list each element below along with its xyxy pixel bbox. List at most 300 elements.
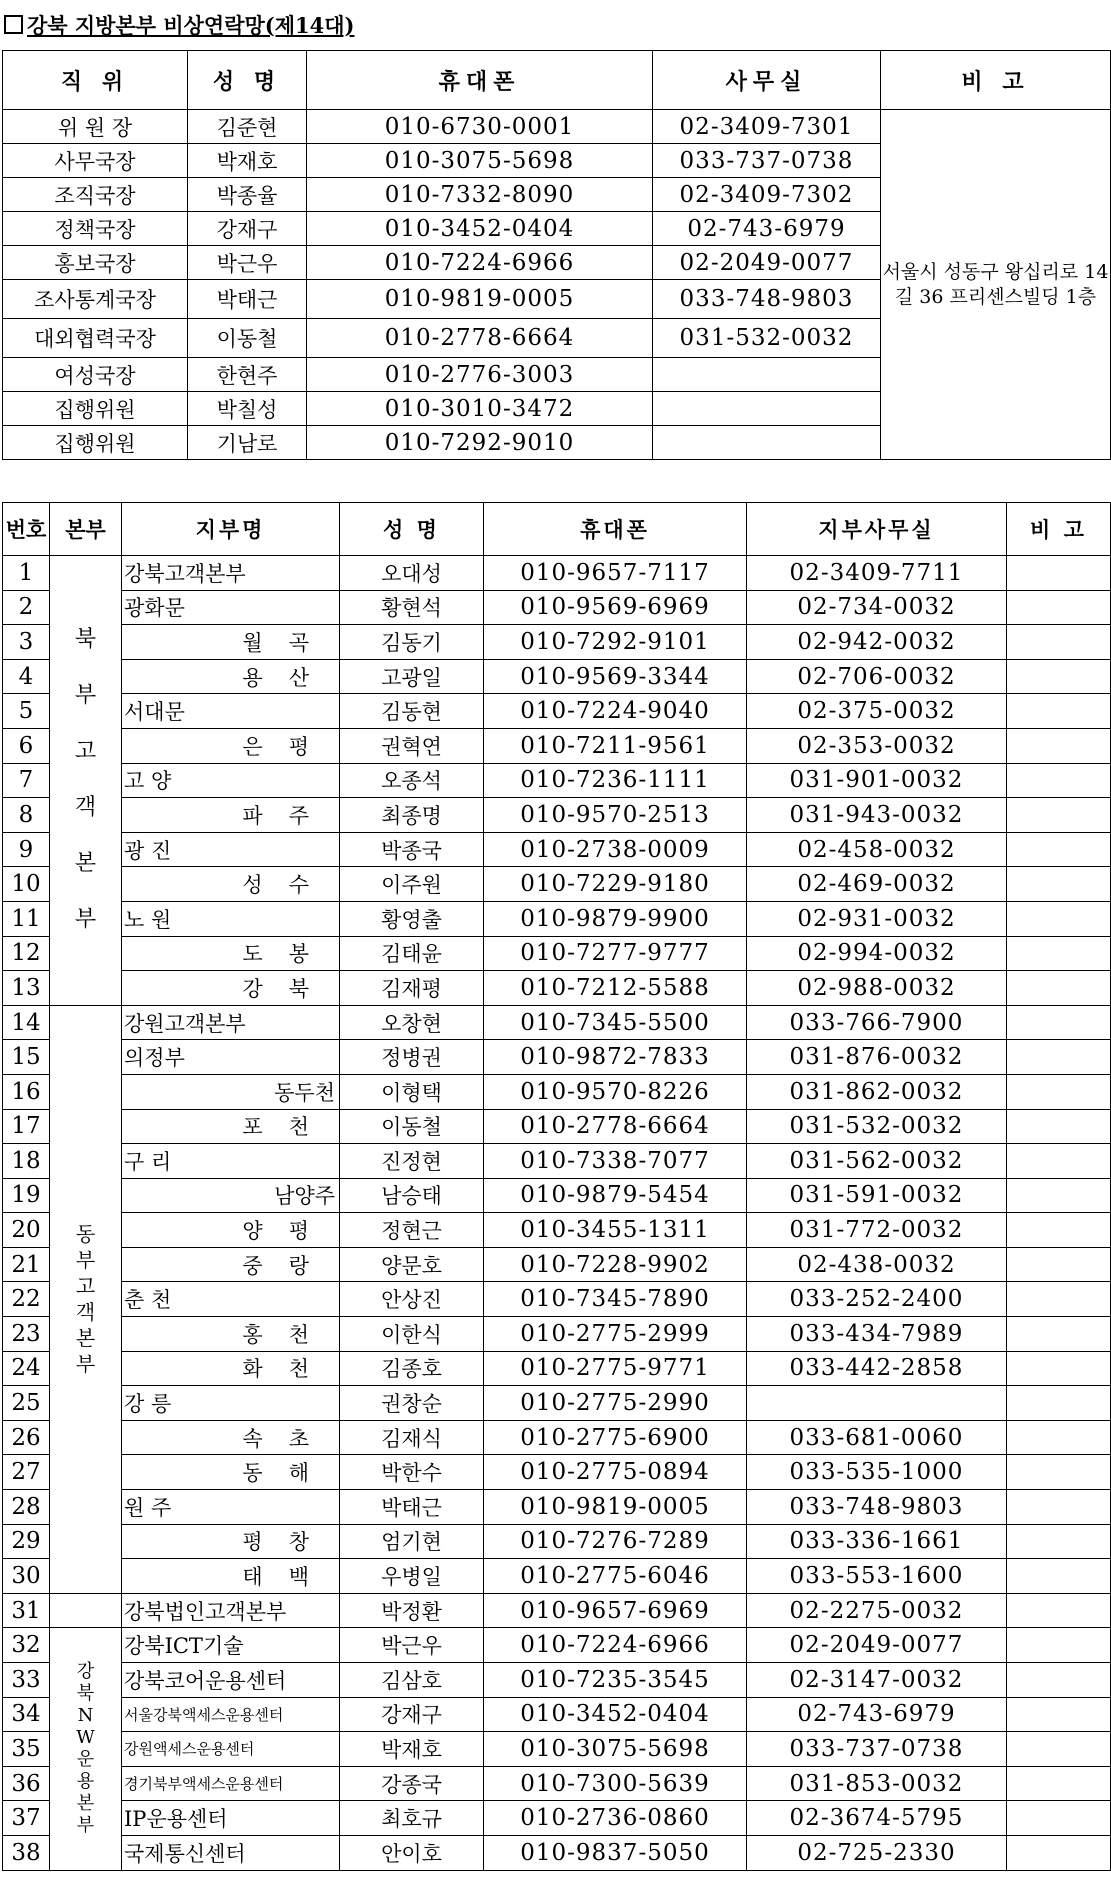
note-cell — [1007, 1178, 1111, 1213]
name-cell: 김삼호 — [340, 1663, 484, 1698]
page-title-text: 강북 지방본부 비상연락망(제14대) — [27, 13, 355, 38]
number-cell: 14 — [3, 1005, 50, 1040]
mobile-cell: 010-7211-9561 — [484, 728, 747, 763]
table-row — [3, 556, 1111, 591]
branch-name-cell: 중랑 — [122, 1247, 340, 1282]
branch-name-cell: 경기북부액세스운용센터 — [122, 1766, 340, 1801]
table-row — [3, 1420, 1111, 1455]
name-cell: 김동기 — [340, 625, 484, 660]
table-row — [3, 728, 1111, 763]
branch-name-cell: 춘 천 — [122, 1282, 340, 1317]
branch-office-cell — [747, 1386, 1007, 1421]
name-cell: 오대성 — [340, 556, 484, 591]
number-cell: 22 — [3, 1282, 50, 1317]
note-cell — [1007, 1040, 1111, 1075]
number-cell: 38 — [3, 1835, 50, 1870]
table-row — [3, 1697, 1111, 1732]
note-cell — [1007, 1593, 1111, 1628]
note-cell — [1007, 1005, 1111, 1040]
mobile-cell: 010-7292-9010 — [307, 426, 653, 460]
number-cell: 5 — [3, 694, 50, 729]
branch-office-cell: 02-725-2330 — [747, 1835, 1007, 1870]
mobile-cell: 010-2775-0894 — [484, 1455, 747, 1490]
name-cell: 김동현 — [340, 694, 484, 729]
branch-name-cell: 강북코어운용센터 — [122, 1663, 340, 1698]
table-row — [3, 110, 1111, 144]
header-position: 직 위 — [3, 51, 188, 110]
branch-name-cell: 의정부 — [122, 1040, 340, 1075]
mobile-cell: 010-2775-2990 — [484, 1386, 747, 1421]
table-row — [3, 1247, 1111, 1282]
note-cell — [1007, 1317, 1111, 1352]
mobile-cell: 010-7235-3545 — [484, 1663, 747, 1698]
table-row — [3, 867, 1111, 902]
hq-cell-empty — [50, 1593, 122, 1628]
office-cell: 02-2049-0077 — [653, 246, 881, 280]
mobile-cell: 010-3075-5698 — [307, 144, 653, 178]
number-cell: 13 — [3, 971, 50, 1006]
number-cell: 30 — [3, 1559, 50, 1594]
branch-office-cell: 031-772-0032 — [747, 1213, 1007, 1248]
mobile-cell: 010-7276-7289 — [484, 1524, 747, 1559]
header-mobile: 휴대폰 — [307, 51, 653, 110]
branch-office-cell: 033-336-1661 — [747, 1524, 1007, 1559]
name-cell: 박근우 — [188, 246, 307, 280]
branch-name-cell: 파주 — [122, 798, 340, 833]
table-row — [3, 1144, 1111, 1179]
mobile-cell: 010-2775-2999 — [484, 1317, 747, 1352]
hq-cell: 강 북 N W 운 용 본 부 — [50, 1628, 122, 1870]
number-cell: 21 — [3, 1247, 50, 1282]
branch-name-cell: 서울강북액세스운용센터 — [122, 1697, 340, 1732]
number-cell: 11 — [3, 901, 50, 936]
branch-office-cell: 033-535-1000 — [747, 1455, 1007, 1490]
mobile-cell: 010-3010-3472 — [307, 392, 653, 426]
name-cell: 박재호 — [340, 1732, 484, 1767]
name-cell: 박정환 — [340, 1593, 484, 1628]
table-row — [3, 1559, 1111, 1594]
number-cell: 31 — [3, 1593, 50, 1628]
mobile-cell: 010-9879-9900 — [484, 901, 747, 936]
table-row — [3, 1524, 1111, 1559]
header-branch-office: 지부사무실 — [747, 503, 1007, 556]
branch-office-cell: 02-743-6979 — [747, 1697, 1007, 1732]
table-row — [3, 1074, 1111, 1109]
branch-office-cell: 033-681-0060 — [747, 1420, 1007, 1455]
branch-office-cell: 033-748-9803 — [747, 1490, 1007, 1525]
note-cell — [1007, 1213, 1111, 1248]
branch-name-cell: 성수 — [122, 867, 340, 902]
office-cell: 02-743-6979 — [653, 212, 881, 246]
branch-office-cell: 02-3409-7711 — [747, 556, 1007, 591]
header-note: 비 고 — [881, 51, 1111, 110]
position-cell: 대외협력국장 — [3, 319, 188, 358]
branch-office-cell: 02-458-0032 — [747, 832, 1007, 867]
table-row — [3, 1766, 1111, 1801]
name-cell: 박태근 — [340, 1490, 484, 1525]
branch-office-cell: 02-3147-0032 — [747, 1663, 1007, 1698]
branch-name-cell: 동두천 — [122, 1074, 340, 1109]
note-cell — [1007, 1524, 1111, 1559]
name-cell: 권창순 — [340, 1386, 484, 1421]
address-note-cell: 서울시 성동구 왕십리로 14길 36 프리센스빌딩 1층 — [881, 110, 1111, 460]
header-hq: 본부 — [50, 503, 122, 556]
note-cell — [1007, 1144, 1111, 1179]
branch-office-cell: 031-862-0032 — [747, 1074, 1007, 1109]
branch-contact-table — [2, 502, 1111, 1871]
mobile-cell: 010-9570-2513 — [484, 798, 747, 833]
name-cell: 안상진 — [340, 1282, 484, 1317]
mobile-cell: 010-2738-0009 — [484, 832, 747, 867]
number-cell: 36 — [3, 1766, 50, 1801]
branch-name-cell: 강원고객본부 — [122, 1005, 340, 1040]
name-cell: 이동철 — [340, 1109, 484, 1144]
name-cell: 김종호 — [340, 1351, 484, 1386]
table-row — [3, 590, 1111, 625]
office-cell: 02-3409-7302 — [653, 178, 881, 212]
number-cell: 17 — [3, 1109, 50, 1144]
header-name: 성 명 — [188, 51, 307, 110]
mobile-cell: 010-7236-1111 — [484, 763, 747, 798]
table-row — [3, 971, 1111, 1006]
branch-office-cell: 02-706-0032 — [747, 659, 1007, 694]
name-cell: 강재구 — [340, 1697, 484, 1732]
mobile-cell: 010-7345-5500 — [484, 1005, 747, 1040]
note-cell — [1007, 1386, 1111, 1421]
mobile-cell: 010-3075-5698 — [484, 1732, 747, 1767]
table-row — [3, 1317, 1111, 1352]
office-cell — [653, 358, 881, 392]
name-cell: 이형택 — [340, 1074, 484, 1109]
table-row — [3, 1040, 1111, 1075]
note-cell — [1007, 1697, 1111, 1732]
header-branch: 지부명 — [122, 503, 340, 556]
name-cell: 박재호 — [188, 144, 307, 178]
branch-office-cell: 02-734-0032 — [747, 590, 1007, 625]
note-cell — [1007, 1663, 1111, 1698]
office-cell — [653, 392, 881, 426]
office-cell: 031-532-0032 — [653, 319, 881, 358]
mobile-cell: 010-7212-5588 — [484, 971, 747, 1006]
branch-office-cell: 031-562-0032 — [747, 1144, 1007, 1179]
table-row — [3, 1213, 1111, 1248]
number-cell: 15 — [3, 1040, 50, 1075]
office-cell: 033-748-9803 — [653, 280, 881, 319]
position-cell: 사무국장 — [3, 144, 188, 178]
branch-name-cell: 강북고객본부 — [122, 556, 340, 591]
position-cell: 집행위원 — [3, 426, 188, 460]
name-cell: 오창현 — [340, 1005, 484, 1040]
header-office: 사무실 — [653, 51, 881, 110]
note-cell — [1007, 936, 1111, 971]
note-cell — [1007, 1766, 1111, 1801]
note-cell — [1007, 901, 1111, 936]
note-cell — [1007, 1351, 1111, 1386]
branch-name-cell: IP운용센터 — [122, 1801, 340, 1836]
mobile-cell: 010-7338-7077 — [484, 1144, 747, 1179]
header-note: 비 고 — [1007, 503, 1111, 556]
mobile-cell: 010-9569-3344 — [484, 659, 747, 694]
name-cell: 최종명 — [340, 798, 484, 833]
branch-office-cell: 031-943-0032 — [747, 798, 1007, 833]
note-cell — [1007, 694, 1111, 729]
position-cell: 위 원 장 — [3, 110, 188, 144]
note-cell — [1007, 1559, 1111, 1594]
name-cell: 남승태 — [340, 1178, 484, 1213]
branch-name-cell: 강북 — [122, 971, 340, 1006]
number-cell: 16 — [3, 1074, 50, 1109]
note-cell — [1007, 625, 1111, 660]
branch-name-cell: 노 원 — [122, 901, 340, 936]
note-cell — [1007, 1420, 1111, 1455]
branch-name-cell: 평창 — [122, 1524, 340, 1559]
mobile-cell: 010-7229-9180 — [484, 867, 747, 902]
name-cell: 안이호 — [340, 1835, 484, 1870]
branch-office-cell: 031-591-0032 — [747, 1178, 1007, 1213]
branch-office-cell: 033-553-1600 — [747, 1559, 1007, 1594]
branch-name-cell: 서대문 — [122, 694, 340, 729]
number-cell: 9 — [3, 832, 50, 867]
branch-office-cell: 02-353-0032 — [747, 728, 1007, 763]
branch-name-cell: 속초 — [122, 1420, 340, 1455]
number-cell: 1 — [3, 556, 50, 591]
number-cell: 3 — [3, 625, 50, 660]
mobile-cell: 010-9569-6969 — [484, 590, 747, 625]
mobile-cell: 010-2775-9771 — [484, 1351, 747, 1386]
mobile-cell: 010-2778-6664 — [307, 319, 653, 358]
name-cell: 강재구 — [188, 212, 307, 246]
note-cell — [1007, 1074, 1111, 1109]
note-cell — [1007, 763, 1111, 798]
name-cell: 이동철 — [188, 319, 307, 358]
header-name: 성 명 — [340, 503, 484, 556]
name-cell: 김태윤 — [340, 936, 484, 971]
branch-name-cell: 구 리 — [122, 1144, 340, 1179]
branch-office-cell: 02-438-0032 — [747, 1247, 1007, 1282]
table-row — [3, 1282, 1111, 1317]
table-row — [3, 936, 1111, 971]
number-cell: 12 — [3, 936, 50, 971]
branch-name-cell: 강북법인고객본부 — [122, 1593, 340, 1628]
name-cell: 양문호 — [340, 1247, 484, 1282]
branch-office-cell: 031-532-0032 — [747, 1109, 1007, 1144]
note-cell — [1007, 832, 1111, 867]
table-row — [3, 1663, 1111, 1698]
branch-name-cell: 강북ICT기술 — [122, 1628, 340, 1663]
number-cell: 34 — [3, 1697, 50, 1732]
mobile-cell: 010-2778-6664 — [484, 1109, 747, 1144]
page-title — [4, 10, 354, 40]
number-cell: 37 — [3, 1801, 50, 1836]
table-row — [3, 659, 1111, 694]
mobile-cell: 010-7224-9040 — [484, 694, 747, 729]
office-cell — [653, 426, 881, 460]
number-cell: 23 — [3, 1317, 50, 1352]
name-cell: 황현석 — [340, 590, 484, 625]
name-cell: 고광일 — [340, 659, 484, 694]
mobile-cell: 010-6730-0001 — [307, 110, 653, 144]
branch-office-cell: 031-901-0032 — [747, 763, 1007, 798]
name-cell: 강종국 — [340, 1766, 484, 1801]
mobile-cell: 010-9872-7833 — [484, 1040, 747, 1075]
name-cell: 박한수 — [340, 1455, 484, 1490]
note-cell — [1007, 1455, 1111, 1490]
mobile-cell: 010-3455-1311 — [484, 1213, 747, 1248]
branch-office-cell: 02-375-0032 — [747, 694, 1007, 729]
note-cell — [1007, 1732, 1111, 1767]
number-cell: 8 — [3, 798, 50, 833]
mobile-cell: 010-9570-8226 — [484, 1074, 747, 1109]
number-cell: 27 — [3, 1455, 50, 1490]
mobile-cell: 010-9837-5050 — [484, 1835, 747, 1870]
branch-office-cell: 02-942-0032 — [747, 625, 1007, 660]
number-cell: 4 — [3, 659, 50, 694]
note-cell — [1007, 1490, 1111, 1525]
branch-name-cell: 강 릉 — [122, 1386, 340, 1421]
branch-office-cell: 033-434-7989 — [747, 1317, 1007, 1352]
mobile-cell: 010-2736-0860 — [484, 1801, 747, 1836]
number-cell: 19 — [3, 1178, 50, 1213]
mobile-cell: 010-7228-9902 — [484, 1247, 747, 1282]
name-cell: 박근우 — [340, 1628, 484, 1663]
executive-contact-table — [2, 50, 1111, 460]
mobile-cell: 010-7300-5639 — [484, 1766, 747, 1801]
branch-name-cell: 홍천 — [122, 1317, 340, 1352]
number-cell: 7 — [3, 763, 50, 798]
branch-name-cell: 은평 — [122, 728, 340, 763]
mobile-cell: 010-9879-5454 — [484, 1178, 747, 1213]
branch-name-cell: 원 주 — [122, 1490, 340, 1525]
table-row — [3, 1178, 1111, 1213]
branch-office-cell: 033-252-2400 — [747, 1282, 1007, 1317]
note-cell — [1007, 556, 1111, 591]
name-cell: 이한식 — [340, 1317, 484, 1352]
table-row — [3, 1455, 1111, 1490]
name-cell: 박칠성 — [188, 392, 307, 426]
table-row — [3, 798, 1111, 833]
branch-name-cell: 광 진 — [122, 832, 340, 867]
branch-name-cell: 강원액세스운용센터 — [122, 1732, 340, 1767]
mobile-cell: 010-9819-0005 — [307, 280, 653, 319]
name-cell: 우병일 — [340, 1559, 484, 1594]
name-cell: 기남로 — [188, 426, 307, 460]
branch-office-cell: 033-766-7900 — [747, 1005, 1007, 1040]
name-cell: 박종율 — [188, 178, 307, 212]
note-cell — [1007, 1628, 1111, 1663]
mobile-cell: 010-2775-6900 — [484, 1420, 747, 1455]
number-cell: 32 — [3, 1628, 50, 1663]
name-cell: 최호규 — [340, 1801, 484, 1836]
position-cell: 홍보국장 — [3, 246, 188, 280]
mobile-cell: 010-7345-7890 — [484, 1282, 747, 1317]
branch-office-cell: 02-3674-5795 — [747, 1801, 1007, 1836]
table-row — [3, 694, 1111, 729]
name-cell: 김재평 — [340, 971, 484, 1006]
table-row — [3, 1005, 1111, 1040]
note-cell — [1007, 1109, 1111, 1144]
table-row — [3, 1109, 1111, 1144]
mobile-cell: 010-2776-3003 — [307, 358, 653, 392]
note-cell — [1007, 659, 1111, 694]
note-cell — [1007, 1835, 1111, 1870]
mobile-cell: 010-7277-9777 — [484, 936, 747, 971]
mobile-cell: 010-7224-6966 — [484, 1628, 747, 1663]
position-cell: 집행위원 — [3, 392, 188, 426]
number-cell: 29 — [3, 1524, 50, 1559]
number-cell: 2 — [3, 590, 50, 625]
position-cell: 정책국장 — [3, 212, 188, 246]
mobile-cell: 010-9819-0005 — [484, 1490, 747, 1525]
number-cell: 25 — [3, 1386, 50, 1421]
table-row — [3, 1801, 1111, 1836]
position-cell: 조사통계국장 — [3, 280, 188, 319]
table-row — [3, 1628, 1111, 1663]
number-cell: 26 — [3, 1420, 50, 1455]
name-cell: 정병권 — [340, 1040, 484, 1075]
table-row — [3, 1386, 1111, 1421]
branch-office-cell: 02-931-0032 — [747, 901, 1007, 936]
branch-office-cell: 033-737-0738 — [747, 1732, 1007, 1767]
number-cell: 20 — [3, 1213, 50, 1248]
name-cell: 황영출 — [340, 901, 484, 936]
branch-office-cell: 031-876-0032 — [747, 1040, 1007, 1075]
branch-office-cell: 02-2049-0077 — [747, 1628, 1007, 1663]
header-mobile: 휴대폰 — [484, 503, 747, 556]
checkbox-square-icon — [4, 15, 23, 34]
branch-name-cell: 고 양 — [122, 763, 340, 798]
branch-office-cell: 02-994-0032 — [747, 936, 1007, 971]
name-cell: 정현근 — [340, 1213, 484, 1248]
name-cell: 김재식 — [340, 1420, 484, 1455]
mobile-cell: 010-7292-9101 — [484, 625, 747, 660]
table-row — [3, 832, 1111, 867]
table-row — [3, 1732, 1111, 1767]
branch-name-cell: 남양주 — [122, 1178, 340, 1213]
hq-cell: 북 부 고 객 본 부 — [50, 556, 122, 1006]
number-cell: 10 — [3, 867, 50, 902]
number-cell: 35 — [3, 1732, 50, 1767]
table-row — [3, 1593, 1111, 1628]
mobile-cell: 010-7224-6966 — [307, 246, 653, 280]
note-cell — [1007, 728, 1111, 763]
table-header-row — [3, 51, 1111, 110]
office-cell: 02-3409-7301 — [653, 110, 881, 144]
number-cell: 24 — [3, 1351, 50, 1386]
number-cell: 28 — [3, 1490, 50, 1525]
number-cell: 33 — [3, 1663, 50, 1698]
number-cell: 18 — [3, 1144, 50, 1179]
mobile-cell: 010-9657-6969 — [484, 1593, 747, 1628]
branch-name-cell: 용산 — [122, 659, 340, 694]
branch-name-cell: 태백 — [122, 1559, 340, 1594]
office-cell: 033-737-0738 — [653, 144, 881, 178]
branch-office-cell: 02-469-0032 — [747, 867, 1007, 902]
mobile-cell: 010-9657-7117 — [484, 556, 747, 591]
table-row — [3, 901, 1111, 936]
branch-name-cell: 화천 — [122, 1351, 340, 1386]
mobile-cell: 010-3452-0404 — [484, 1697, 747, 1732]
name-cell: 오종석 — [340, 763, 484, 798]
name-cell: 진정현 — [340, 1144, 484, 1179]
mobile-cell: 010-7332-8090 — [307, 178, 653, 212]
branch-name-cell: 국제통신센터 — [122, 1835, 340, 1870]
branch-office-cell: 02-988-0032 — [747, 971, 1007, 1006]
table-row — [3, 763, 1111, 798]
branch-name-cell: 포천 — [122, 1109, 340, 1144]
note-cell — [1007, 867, 1111, 902]
branch-office-cell: 031-853-0032 — [747, 1766, 1007, 1801]
number-cell: 6 — [3, 728, 50, 763]
